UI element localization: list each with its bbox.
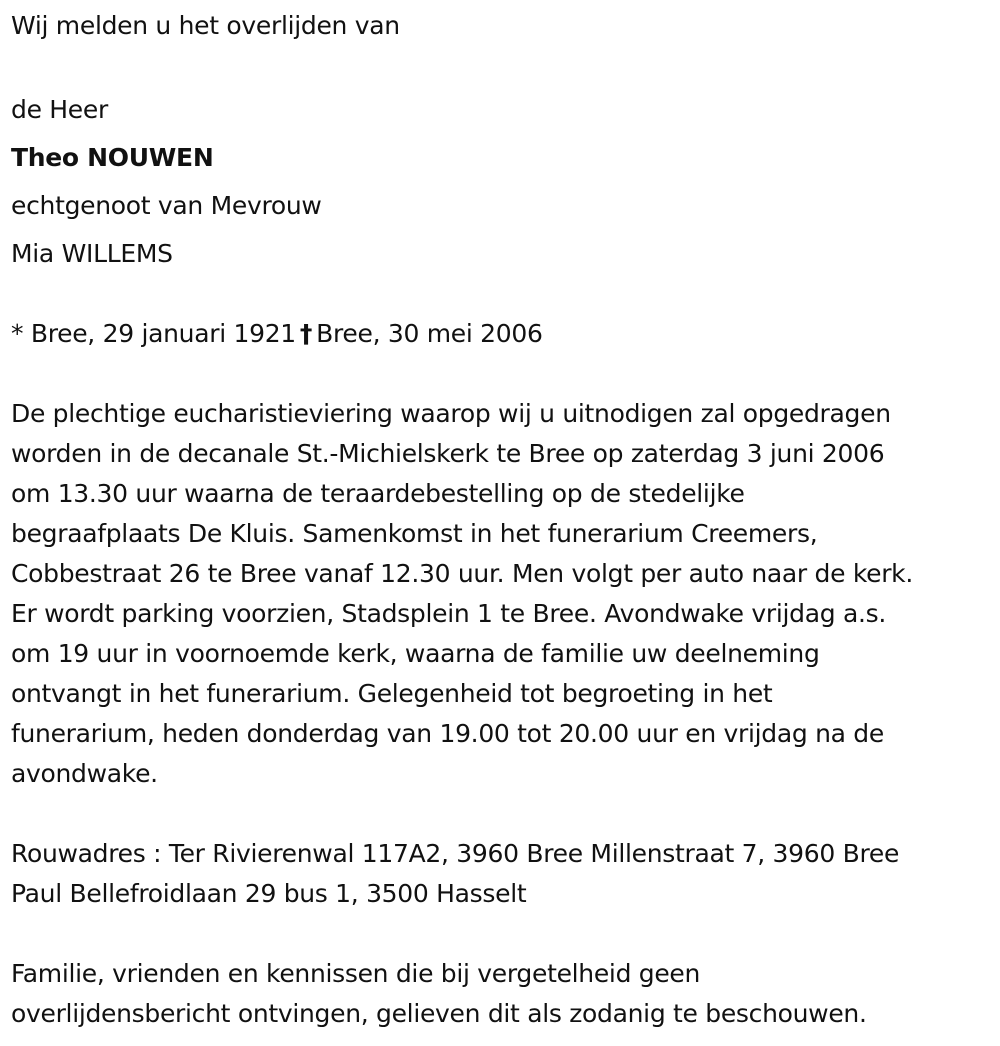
intro-text: Wij melden u het overlijden van xyxy=(11,11,400,40)
deceased-name: Theo NOUWEN xyxy=(11,143,214,172)
ceremony-line: begraafplaats De Kluis. Samenkomst in het funerarium Creemers, xyxy=(11,519,818,548)
spacer xyxy=(11,914,996,954)
birth-date: * Bree, 29 januari 1921 xyxy=(11,319,296,348)
closing-line: Familie, vrienden en kennissen die bij vergetelheid geen xyxy=(11,959,701,988)
closing-line: overlijdensbericht ontvingen, gelieven dit als zodanig te beschouwen. xyxy=(11,999,867,1028)
ceremony-line: om 13.30 uur waarna de teraardebestelling op de stedelijke xyxy=(11,479,745,508)
cross-icon: † xyxy=(299,319,313,348)
relation-text: echtgenoot van Mevrouw xyxy=(11,191,322,220)
ceremony-line: avondwake. xyxy=(11,759,158,788)
ceremony-line: om 19 uur in voornoemde kerk, waarna de familie uw deelneming xyxy=(11,639,820,668)
spacer xyxy=(11,794,996,834)
spouse-name: Mia WILLEMS xyxy=(11,239,173,268)
address-line: Rouwadres : Ter Rivierenwal 117A2, 3960 Bree Millenstraat 7, 3960 Bree xyxy=(11,839,900,868)
spacer xyxy=(11,354,996,394)
closing-paragraph xyxy=(11,954,996,1034)
ceremony-line: funerarium, heden donderdag van 19.00 tot 20.00 uur en vrijdag na de xyxy=(11,719,884,748)
ceremony-line: Er wordt parking voorzien, Stadsplein 1 te Bree. Avondwake vrijdag a.s. xyxy=(11,599,886,628)
ceremony-line: Cobbestraat 26 te Bree vanaf 12.30 uur. Men volgt per auto naar de kerk. xyxy=(11,559,914,588)
dates-line xyxy=(11,314,996,354)
spacer xyxy=(11,278,996,314)
ceremony-line: De plechtige eucharistieviering waarop wij u uitnodigen zal opgedragen xyxy=(11,399,891,428)
ceremony-line: ontvangt in het funerarium. Gelegenheid tot begroeting in het xyxy=(11,679,773,708)
address-line: Paul Bellefroidlaan 29 bus 1, 3500 Hasselt xyxy=(11,879,527,908)
death-date: Bree, 30 mei 2006 xyxy=(316,319,543,348)
address-paragraph xyxy=(11,834,996,914)
ceremony-line: worden in de decanale St.-Michielskerk te Bree op zaterdag 3 juni 2006 xyxy=(11,439,885,468)
salutation: de Heer xyxy=(11,95,108,124)
ceremony-paragraph xyxy=(11,394,996,794)
spacer xyxy=(11,46,996,86)
death-notice xyxy=(11,6,996,1034)
